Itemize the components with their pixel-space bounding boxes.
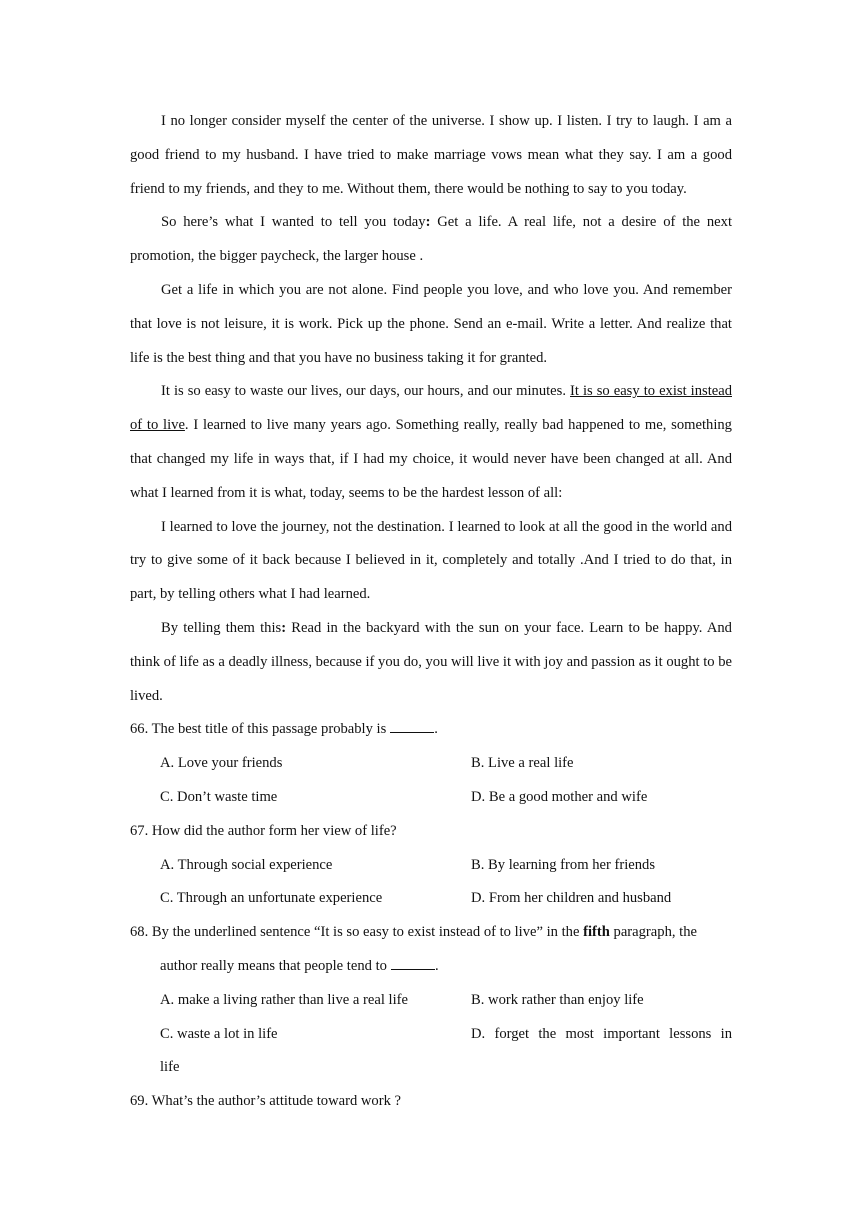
option-d: D. From her children and husband <box>471 890 672 907</box>
option-b: B. work rather than enjoy life <box>471 991 644 1008</box>
option-a: A. Through social experience <box>160 856 333 873</box>
answer-blank <box>391 955 435 970</box>
answer-blank <box>390 718 434 733</box>
paragraph-4: It is so easy to waste our lives, our days, our hours, and our minutes. It is so easy to exist instead of to live. I learned to live many years ago. Something really, really bad happened to me, something that changed my life in ways that, if I had my choice, it would never have been changed at all. And what I learned from it is what, today, seems to be the hardest lesson of all: <box>130 383 732 501</box>
option-c: C. waste a lot in life <box>160 1025 278 1042</box>
option-d-continued: life <box>160 1059 180 1076</box>
option-b: B. By learning from her friends <box>471 856 655 873</box>
option-a: A. Love your friends <box>160 755 283 772</box>
paragraph-3: Get a life in which you are not alone. Find people you love, and who love you. And remember that love is not leisure, it is work. Pick up the phone. Send an e-mail. Write a letter. And realize that life is the best thing and that you have no business taking it for granted. <box>130 281 732 366</box>
question-68-stem-continued: author really means that people tend to . <box>130 950 732 984</box>
option-c: C. Through an unfortunate experience <box>160 890 383 907</box>
paragraph-2: So here’s what I wanted to tell you today: Get a life. A real life, not a desire of the next promotion, the bigger paycheck, the larger house . <box>130 214 732 265</box>
paragraph-1: I no longer consider myself the center of the universe. I show up. I listen. I try to laugh. I am a good friend to my husband. I have tried to make marriage vows mean what they say. I am a good friend to my friends, and they to me. Without them, there would be nothing to say to you today. <box>130 113 732 197</box>
option-a: A. make a living rather than live a real life <box>160 991 408 1008</box>
option-c: C. Don’t waste time <box>160 788 278 805</box>
question-69-stem: 69. What’s the author’s attitude toward work ? <box>130 1093 402 1110</box>
option-d: D. forget the most important lessons in <box>471 1025 732 1042</box>
paragraph-5: I learned to love the journey, not the destination. I learned to look at all the good in the world and try to give some of it back because I believed in it, completely and totally .And I tried to do that, in part, by telling others what I had learned. <box>130 518 732 603</box>
document-page <box>130 105 732 1119</box>
question-66-options <box>130 747 732 815</box>
question-68-options <box>130 984 732 1052</box>
question-67-options <box>130 849 732 917</box>
option-d: D. Be a good mother and wife <box>471 788 648 805</box>
question-68-stem: 68. By the underlined sentence “It is so easy to exist instead of to live” in the fifth paragraph, the <box>130 924 697 941</box>
underlined-sentence: It is so easy to exist instead of to live <box>130 383 732 434</box>
question-67-stem: 67. How did the author form her view of life? <box>130 822 397 839</box>
question-66-stem: 66. The best title of this passage probably is . <box>130 713 732 747</box>
paragraph-6: By telling them this: Read in the backyard with the sun on your face. Learn to be happy. And think of life as a deadly illness, because if you do, you will live it with joy and passion as it ought to be lived. <box>130 619 732 704</box>
option-b: B. Live a real life <box>471 755 574 772</box>
